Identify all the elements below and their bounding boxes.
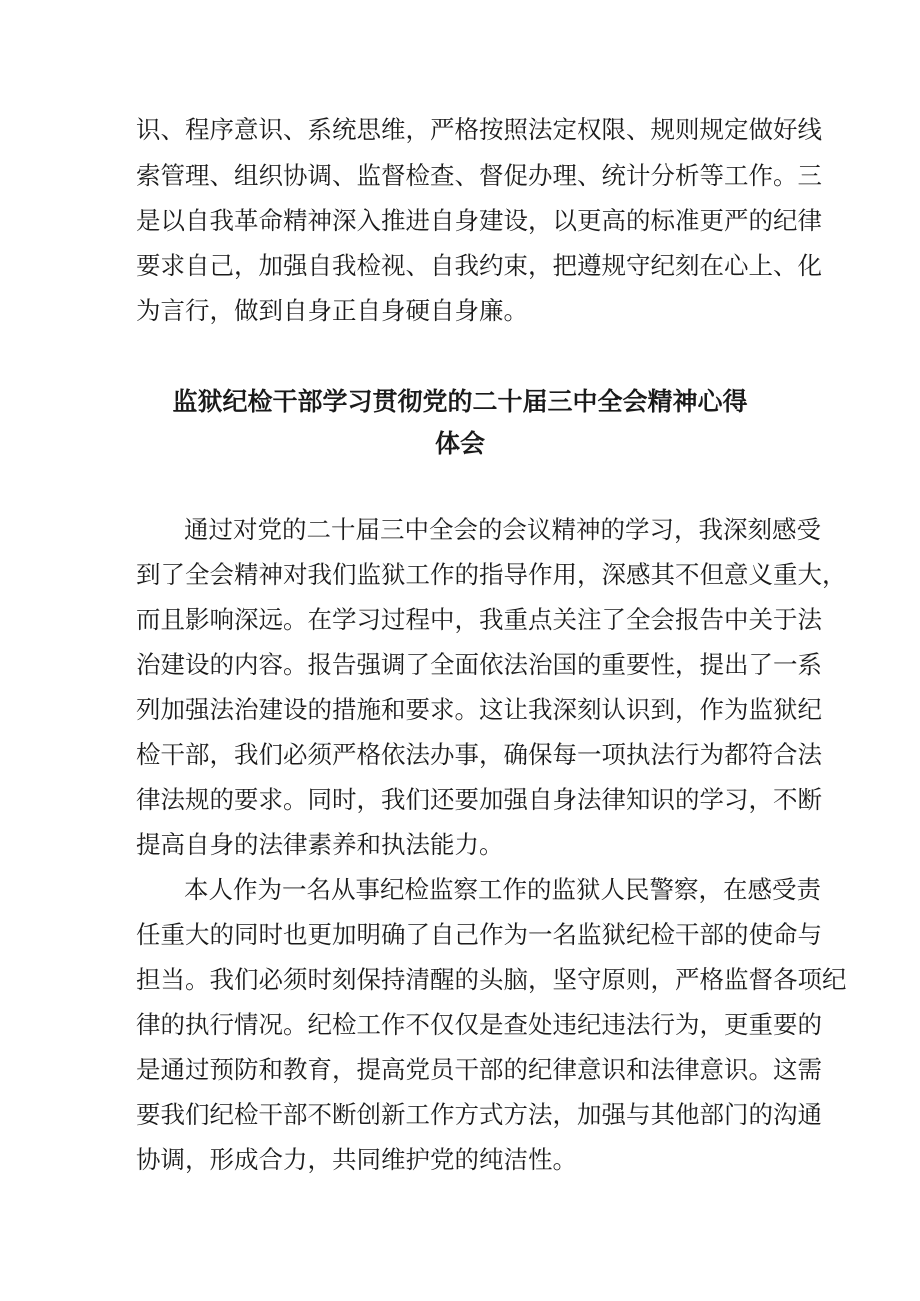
paragraph2-line-4: 律的执行情况。纪检工作不仅仅是查处违纪违法行为，更重要的 xyxy=(136,1010,822,1039)
paragraph2-line-2: 任重大的同时也更加明确了自己作为一名监狱纪检干部的使命与 xyxy=(136,920,822,949)
document-title-line-1: 监狱纪检干部学习贯彻党的二十届三中全会精神心得 xyxy=(172,387,748,416)
paragraph1-line-7: 律法规的要求。同时，我们还要加强自身法律知识的学习，不断 xyxy=(136,785,822,814)
paragraph2-line-5: 是通过预防和教育，提高党员干部的纪律意识和法律意识。这需 xyxy=(136,1055,822,1084)
paragraph2-line-1: 本人作为一名从事纪检监察工作的监狱人民警察，在感受责 xyxy=(184,875,821,904)
paragraph1-line-3: 而且影响深远。在学习过程中，我重点关注了全会报告中关于法 xyxy=(136,605,822,634)
paragraph1-line-4: 治建设的内容。报告强调了全面依法治国的重要性，提出了一系 xyxy=(136,650,822,679)
paragraph2-line-3: 担当。我们必须时刻保持清醒的头脑，坚守原则，严格监督各项纪 xyxy=(136,965,847,994)
intro-line-3: 是以自我革命精神深入推进自身建设，以更高的标准更严的纪律 xyxy=(136,206,822,235)
paragraph2-line-6: 要我们纪检干部不断创新工作方式方法，加强与其他部门的沟通 xyxy=(136,1100,822,1129)
paragraph2-line-7: 协调，形成合力，共同维护党的纯洁性。 xyxy=(136,1145,577,1174)
paragraph1-line-8: 提高自身的法律素养和执法能力。 xyxy=(136,830,504,859)
paragraph1-line-1: 通过对党的二十届三中全会的会议精神的学习，我深刻感受 xyxy=(184,515,821,544)
paragraph1-line-5: 列加强法治建设的措施和要求。这让我深刻认识到，作为监狱纪 xyxy=(136,695,822,724)
intro-line-1: 识、程序意识、系统思维，严格按照法定权限、规则规定做好线 xyxy=(136,115,822,144)
paragraph1-line-6: 检干部，我们必须严格依法办事，确保每一项执法行为都符合法 xyxy=(136,740,822,769)
intro-line-2: 索管理、组织协调、监督检查、督促办理、统计分析等工作。三 xyxy=(136,161,822,190)
intro-line-5: 为言行，做到自身正自身硬自身廉。 xyxy=(136,296,528,325)
document-title-line-2: 体会 xyxy=(434,429,485,458)
intro-line-4: 要求自己，加强自我检视、自我约束，把遵规守纪刻在心上、化 xyxy=(136,251,822,280)
paragraph1-line-2: 到了全会精神对我们监狱工作的指导作用，深感其不但意义重大， xyxy=(136,560,847,589)
